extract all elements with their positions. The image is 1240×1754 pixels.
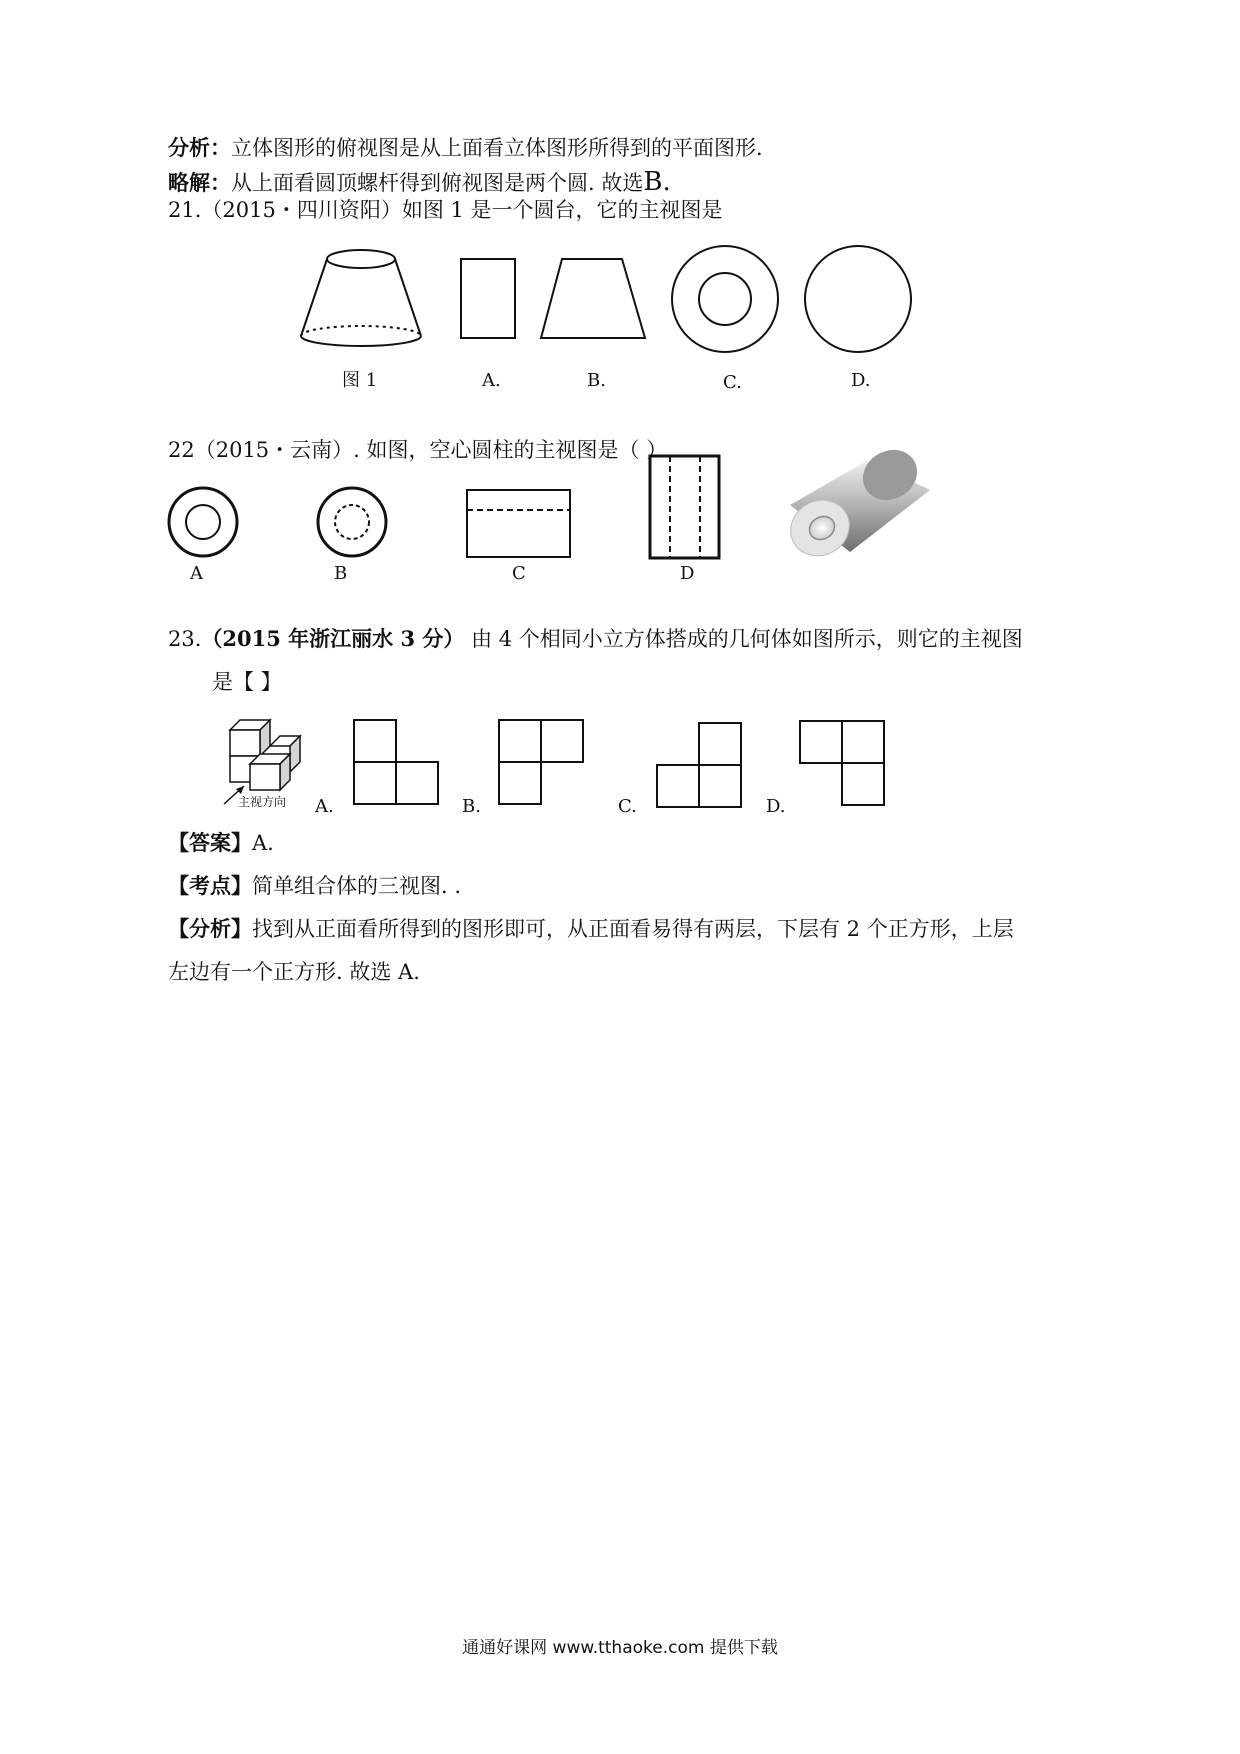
answer-line	[168, 832, 274, 854]
q23-label-d: D.	[766, 796, 786, 817]
q22-label-c: C	[512, 563, 526, 584]
cube-stack-figure	[230, 720, 300, 790]
q21-label-fig1: 图 1	[342, 370, 378, 391]
q23-text: 由 4 个相同小立方体搭成的几何体如图所示，则它的主视图	[471, 627, 1023, 651]
answer-text: A.	[252, 831, 274, 855]
q23-option-c-figure	[657, 723, 741, 807]
point-label: 【考点】	[168, 873, 252, 898]
q22-label-d: D	[680, 563, 695, 584]
q23-label-a: A.	[315, 796, 334, 817]
q21-label-a: A.	[482, 370, 501, 391]
view-direction-label: 主视方向	[238, 795, 287, 809]
q21-label-b: B.	[587, 370, 606, 391]
footer-text: 通通好课网 www.tthaoke.com 提供下载	[462, 1638, 778, 1658]
q21-label-d: D.	[851, 370, 871, 391]
q23-svg	[0, 0, 1240, 820]
q23-line2: 是【 】	[212, 670, 282, 694]
solution-label: 略解：	[168, 170, 231, 195]
analysis-line2: 左边有一个正方形. 故选 A.	[168, 960, 420, 984]
q22-label-a: A	[190, 563, 203, 584]
analysis-text-1: 找到从正面看所得到的图形即可，从正面看易得有两层，下层有 2 个正方形，上层	[252, 917, 1014, 941]
q23-label-b: B.	[462, 796, 481, 817]
analysis-line1	[168, 918, 1014, 940]
q23-figures	[0, 0, 1240, 820]
analysis-text: 立体图形的俯视图是从上面看立体图形所得到的平面图形.	[231, 136, 763, 160]
q23-label-c: C.	[618, 796, 637, 817]
q21-label-c: C.	[723, 372, 742, 393]
q23-number: 23.	[168, 627, 202, 651]
q23-option-d-figure	[800, 721, 884, 805]
analysis-label-2: 【分析】	[168, 916, 252, 941]
solution-text: 从上面看圆顶螺杆得到俯视图是两个圆. 故选	[231, 171, 644, 195]
solution-answer: B.	[643, 167, 671, 197]
answer-label: 【答案】	[168, 830, 252, 855]
q23-option-a-figure	[354, 720, 438, 804]
analysis-label: 分析：	[168, 135, 231, 160]
q21-text: 21.（2015・四川资阳）如图 1 是一个圆台，它的主视图是	[168, 198, 723, 222]
q22-text: 22（2015・云南）. 如图，空心圆柱的主视图是（ ）	[168, 438, 668, 462]
point-text: 简单组合体的三视图. .	[252, 874, 462, 898]
q23-option-b-figure	[499, 720, 583, 804]
point-line	[168, 875, 461, 897]
q23-source: （2015 年浙江丽水 3 分）	[201, 626, 465, 651]
q22-label-b: B	[334, 563, 348, 584]
